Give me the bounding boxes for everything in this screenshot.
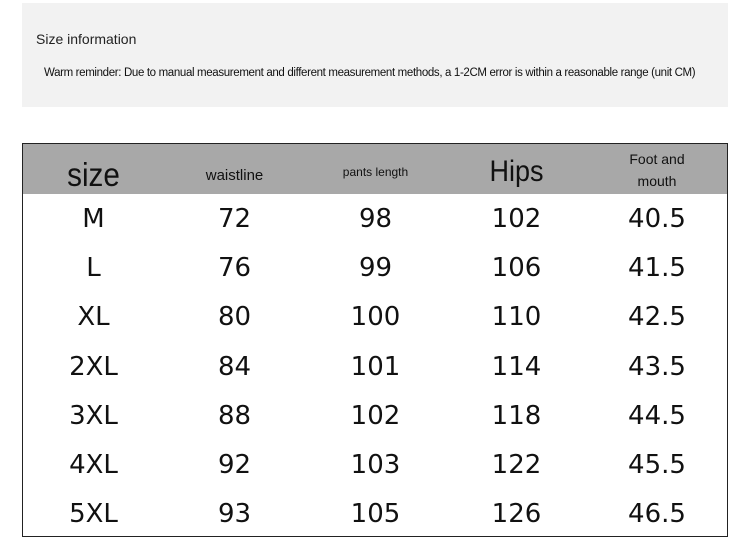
- size-info-panel: [22, 3, 728, 107]
- cell-pants-length: 99: [358, 252, 393, 283]
- cell-foot-and-mouth: 46.5: [628, 499, 686, 530]
- table-body: [23, 194, 727, 539]
- size-chart-table: [22, 143, 728, 537]
- header-waistline: waistline: [205, 166, 264, 184]
- cell-waistline: 92: [217, 450, 252, 481]
- cell-size: L: [86, 252, 101, 283]
- cell-waistline: 88: [217, 400, 252, 431]
- cell-hips: 114: [491, 351, 542, 382]
- cell-waistline: 93: [217, 499, 252, 530]
- cell-hips: 118: [491, 400, 542, 431]
- cell-size: 3XL: [69, 400, 118, 431]
- table-header: [23, 144, 727, 194]
- table-row: [23, 243, 727, 292]
- cell-hips: 110: [491, 302, 542, 333]
- header-foot-line2: mouth: [637, 173, 677, 189]
- cell-foot-and-mouth: 41.5: [628, 252, 686, 283]
- cell-foot-and-mouth: 44.5: [628, 400, 686, 431]
- cell-waistline: 72: [217, 203, 252, 234]
- table-row: [23, 490, 727, 539]
- cell-size: M: [82, 203, 105, 234]
- cell-pants-length: 105: [350, 499, 401, 530]
- cell-foot-and-mouth: 42.5: [628, 302, 686, 333]
- header-foot-line1: Foot and: [629, 151, 685, 167]
- cell-size: 4XL: [69, 450, 118, 481]
- cell-hips: 102: [491, 203, 542, 234]
- cell-hips: 126: [491, 499, 542, 530]
- cell-pants-length: 100: [350, 302, 401, 333]
- table-row: [23, 194, 727, 243]
- cell-pants-length: 102: [350, 400, 401, 431]
- size-info-title: Size information: [36, 31, 137, 47]
- header-foot-and-mouth: [587, 144, 727, 194]
- cell-waistline: 84: [217, 351, 252, 382]
- cell-pants-length: 101: [350, 351, 401, 382]
- cell-foot-and-mouth: 40.5: [628, 203, 686, 234]
- cell-hips: 106: [491, 252, 542, 283]
- table-row: [23, 293, 727, 342]
- cell-waistline: 76: [217, 252, 252, 283]
- header-size: size: [67, 156, 120, 193]
- cell-hips: 122: [491, 450, 542, 481]
- cell-pants-length: 98: [358, 203, 393, 234]
- cell-size: XL: [77, 302, 110, 333]
- table-row: [23, 440, 727, 489]
- cell-foot-and-mouth: 43.5: [628, 351, 686, 382]
- header-hips: Hips: [489, 155, 544, 188]
- table-row: [23, 391, 727, 440]
- cell-size: 2XL: [69, 351, 118, 382]
- header-pants-length: pants length: [342, 165, 409, 179]
- measurement-reminder: Warm reminder: Due to manual measurement and different measurement methods, a 1-2CM error is within a reasonable range (unit CM): [44, 67, 696, 79]
- cell-pants-length: 103: [350, 450, 401, 481]
- cell-foot-and-mouth: 45.5: [628, 450, 686, 481]
- table-row: [23, 342, 727, 391]
- cell-waistline: 80: [217, 302, 252, 333]
- cell-size: 5XL: [69, 499, 118, 530]
